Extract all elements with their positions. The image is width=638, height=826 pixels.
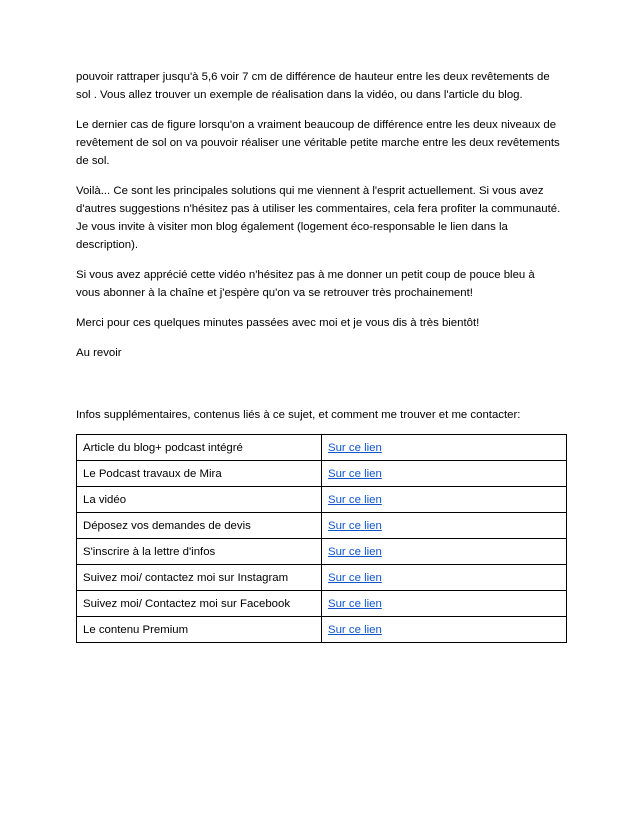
paragraph-marche	[76, 116, 568, 170]
text-line: Si vous avez apprécié cette vidéo n'hésitez pas à me donner un petit coup de pouce bleu à	[76, 269, 535, 281]
table-row	[77, 565, 567, 591]
text-line: description).	[76, 239, 139, 251]
sur-ce-lien-link[interactable]: Sur ce lien	[328, 467, 382, 480]
text-line: vous abonner à la chaîne et j'espère qu'on va se retrouver très prochainement!	[76, 287, 473, 299]
text-line: de sol.	[76, 155, 110, 167]
row-label: Article du blog+ podcast intégré	[77, 435, 322, 461]
sur-ce-lien-link[interactable]: Sur ce lien	[328, 597, 382, 610]
sur-ce-lien-link[interactable]: Sur ce lien	[328, 545, 382, 558]
links-table	[76, 434, 567, 643]
row-link-cell	[322, 591, 567, 617]
text-line: Je vous invite à visiter mon blog également (logement éco-responsable le lien dans la	[76, 221, 508, 233]
text-line: d'autres suggestions n'hésitez pas à utiliser les commentaires, cela fera profiter la communauté.	[76, 203, 561, 215]
sur-ce-lien-link[interactable]: Sur ce lien	[328, 623, 382, 636]
text-line: revêtement de sol on va pouvoir réaliser une véritable petite marche entre les deux revêtements	[76, 137, 560, 149]
paragraph-suggestions	[76, 182, 568, 254]
row-label: S'inscrire à la lettre d'infos	[77, 539, 322, 565]
row-link-cell	[322, 435, 567, 461]
document-page	[76, 68, 568, 643]
row-link-cell	[322, 461, 567, 487]
table-row	[77, 617, 567, 643]
row-label: Le Podcast travaux de Mira	[77, 461, 322, 487]
blank-space	[76, 374, 568, 406]
text-line: Merci pour ces quelques minutes passées avec moi et je vous dis à très bientôt!	[76, 317, 480, 329]
table-row	[77, 487, 567, 513]
table-row	[77, 461, 567, 487]
paragraph-abonnement	[76, 266, 568, 302]
row-link-cell	[322, 513, 567, 539]
row-label: Le contenu Premium	[77, 617, 322, 643]
text-line: Au revoir	[76, 347, 122, 359]
row-link-cell	[322, 565, 567, 591]
paragraph-au-revoir	[76, 344, 568, 362]
sur-ce-lien-link[interactable]: Sur ce lien	[328, 493, 382, 506]
row-link-cell	[322, 487, 567, 513]
sur-ce-lien-link[interactable]: Sur ce lien	[328, 441, 382, 454]
table-row	[77, 435, 567, 461]
row-label: Suivez moi/ contactez moi sur Instagram	[77, 565, 322, 591]
text-line: Le dernier cas de figure lorsqu'on a vraiment beaucoup de différence entre les deux niveaux de	[76, 119, 557, 131]
row-link-cell	[322, 539, 567, 565]
sur-ce-lien-link[interactable]: Sur ce lien	[328, 519, 382, 532]
sur-ce-lien-link[interactable]: Sur ce lien	[328, 571, 382, 584]
row-link-cell	[322, 617, 567, 643]
row-label: Déposez vos demandes de devis	[77, 513, 322, 539]
paragraph-revetements	[76, 68, 568, 104]
table-row	[77, 591, 567, 617]
text-line: pouvoir rattraper jusqu'à 5,6 voir 7 cm de différence de hauteur entre les deux revêtements de	[76, 71, 550, 83]
paragraph-merci	[76, 314, 568, 332]
row-label: Suivez moi/ Contactez moi sur Facebook	[77, 591, 322, 617]
links-intro: Infos supplémentaires, contenus liés à ce sujet, et comment me trouver et me contacter:	[76, 409, 521, 421]
text-line: sol . Vous allez trouver un exemple de réalisation dans la vidéo, ou dans l'article du blog.	[76, 89, 523, 101]
table-row	[77, 539, 567, 565]
table-row	[77, 513, 567, 539]
text-line: Voilà... Ce sont les principales solutions qui me viennent à l'esprit actuellement. Si vous avez	[76, 185, 544, 197]
row-label: La vidéo	[77, 487, 322, 513]
